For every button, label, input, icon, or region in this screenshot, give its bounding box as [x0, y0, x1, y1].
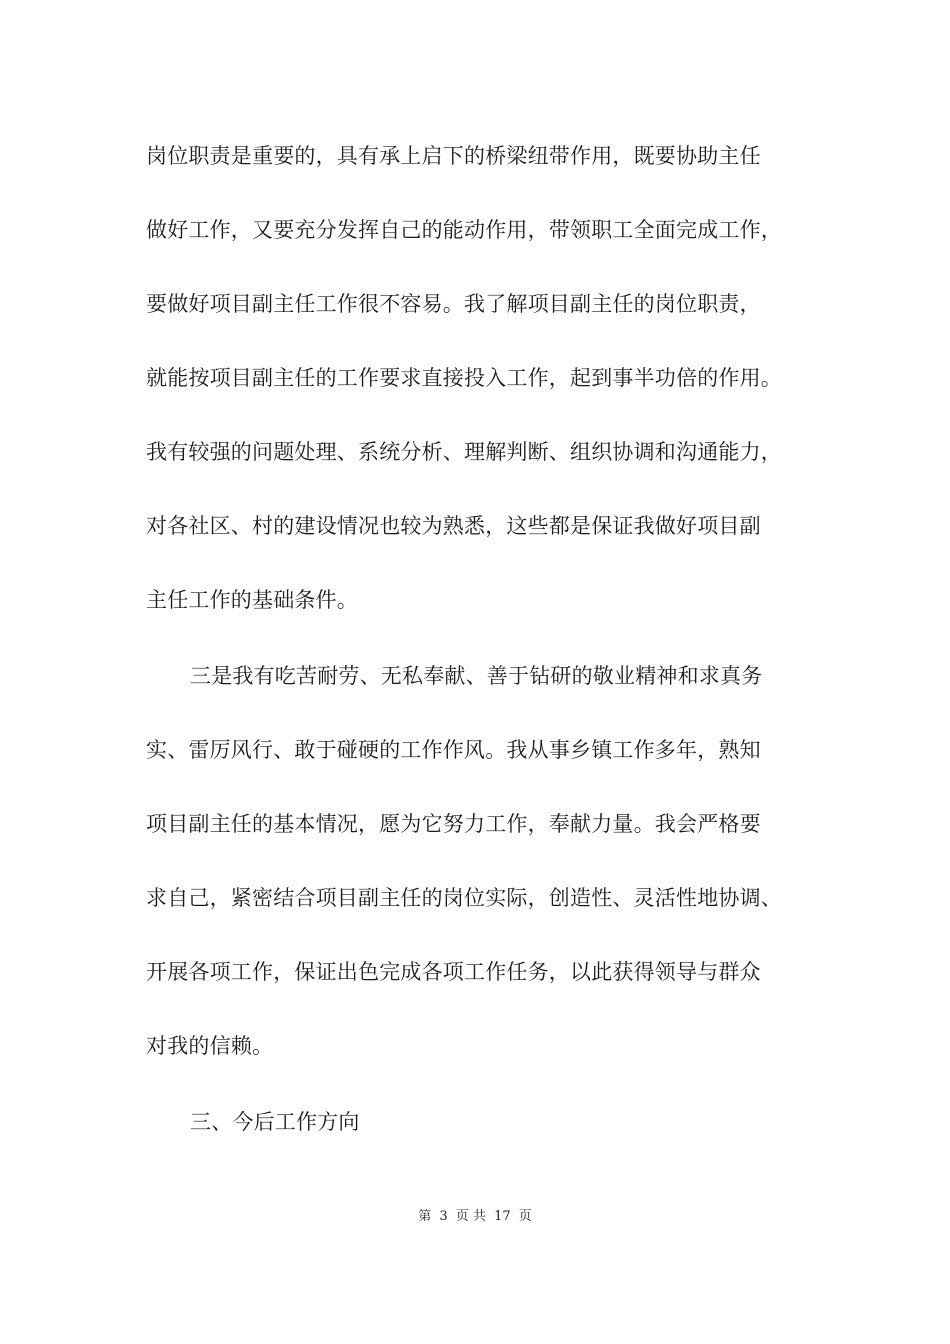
footer-current-page: 3 — [439, 1209, 448, 1224]
paragraph-line: 做好工作，又要充分发挥自己的能动作用，带领职工全面完成工作， — [146, 218, 782, 242]
paragraph-line: 主任工作的基础条件。 — [146, 588, 358, 612]
paragraph-line: 我有较强的问题处理、系统分析、理解判断、组织协调和沟通能力， — [146, 440, 782, 464]
footer-mid: 页 共 — [455, 1209, 486, 1224]
page-footer — [0, 1208, 950, 1226]
paragraph-line: 开展各项工作，保证出色完成各项工作任务，以此获得领导与群众 — [146, 960, 761, 984]
paragraph-line: 对各社区、村的建设情况也较为熟悉，这些都是保证我做好项目副 — [146, 514, 761, 538]
paragraph-line: 项目副主任的基本情况，愿为它努力工作，奉献力量。我会严格要 — [146, 812, 761, 836]
footer-suffix: 页 — [518, 1209, 532, 1224]
paragraph-line: 要做好项目副主任工作很不容易。我了解项目副主任的岗位职责， — [146, 292, 761, 316]
section-heading: 三、今后工作方向 — [190, 1110, 360, 1134]
footer-total-pages: 17 — [494, 1209, 511, 1224]
paragraph-line: 求自己，紧密结合项目副主任的岗位实际，创造性、灵活性地协调、 — [146, 886, 782, 910]
paragraph-line: 实、雷厉风行、敢于碰硬的工作作风。我从事乡镇工作多年，熟知 — [146, 738, 761, 762]
footer-prefix: 第 — [418, 1209, 432, 1224]
paragraph-line: 就能按项目副主任的工作要求直接投入工作，起到事半功倍的作用。 — [146, 366, 782, 390]
paragraph-line: 岗位职责是重要的，具有承上启下的桥梁纽带作用，既要协助主任 — [146, 144, 761, 168]
paragraph-line: 三是我有吃苦耐劳、无私奉献、善于钻研的敬业精神和求真务 — [190, 664, 763, 688]
paragraph-line: 对我的信赖。 — [146, 1034, 274, 1058]
